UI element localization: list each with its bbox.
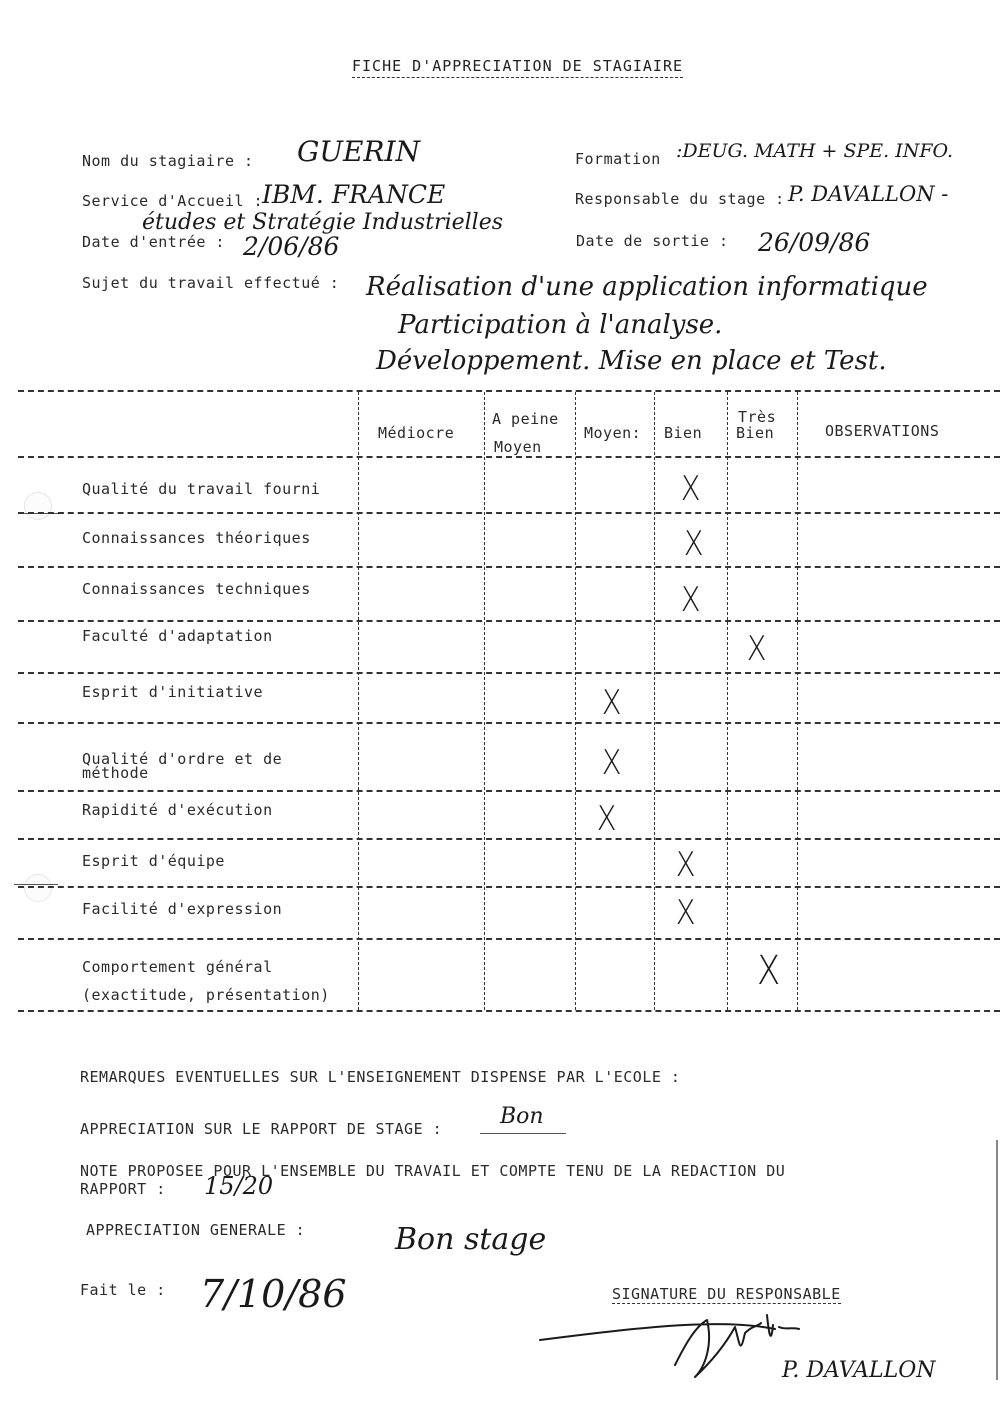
header-tresbien-1: Très	[738, 408, 777, 426]
entree-label: Date d'entrée :	[82, 233, 225, 251]
rating-mark: X	[683, 524, 704, 564]
service-value: IBM. FRANCE	[262, 180, 446, 209]
header-mediocre: Médiocre	[378, 424, 455, 442]
criterion-label: Esprit d'équipe	[82, 852, 225, 870]
rapport-value: Bon	[500, 1104, 544, 1129]
criterion-label-2: (exactitude, présentation)	[82, 986, 330, 1004]
rating-mark: X	[675, 893, 696, 933]
header-observations: OBSERVATIONS	[825, 422, 940, 440]
rating-mark: X	[680, 469, 701, 509]
criterion-label: Comportement général	[82, 958, 273, 976]
formation-label: Formation	[575, 150, 661, 168]
sujet-line-2: Participation à l'analyse.	[398, 310, 723, 340]
rating-mark: X	[601, 683, 622, 723]
rapport-underline	[480, 1133, 566, 1134]
responsable-value: P. DAVALLON -	[788, 182, 949, 206]
header-apeine-1: A peine	[492, 410, 559, 428]
remarques-label: REMARQUES EVENTUELLES SUR L'ENSEIGNEMENT DISPENSE PAR L'ECOLE :	[80, 1068, 681, 1086]
fait-label: Fait le :	[80, 1281, 166, 1299]
header-bien: Bien	[664, 424, 703, 442]
note-value: 15/20	[204, 1172, 274, 1200]
criterion-label-2: méthode	[82, 764, 149, 782]
note-label-2: RAPPORT :	[80, 1180, 166, 1198]
entree-value: 2/06/86	[243, 232, 340, 261]
rapport-label: APPRECIATION SUR LE RAPPORT DE STAGE :	[80, 1120, 443, 1138]
note-label-1: NOTE PROPOSEE POUR L'ENSEMBLE DU TRAVAIL ET COMPTE TENU DE LA REDACTION DU	[80, 1162, 786, 1180]
rating-mark: X	[675, 845, 696, 885]
hole-mark-bottom	[14, 884, 58, 885]
sujet-label: Sujet du travail effectué :	[82, 274, 340, 292]
signature-label: SIGNATURE DU RESPONSABLE	[612, 1285, 841, 1303]
binder-hole-top	[24, 492, 52, 520]
scan-edge	[996, 1140, 998, 1380]
criterion-label: Connaissances techniques	[82, 580, 311, 598]
sortie-value: 26/09/86	[758, 228, 871, 257]
binder-hole-bottom	[24, 874, 52, 902]
service-label: Service d'Accueil :	[82, 192, 264, 210]
generale-value: Bon stage	[395, 1222, 547, 1257]
criterion-label: Qualité d'ordre et de	[82, 750, 283, 768]
rating-mark: X	[757, 948, 781, 994]
criterion-label: Rapidité d'exécution	[82, 801, 273, 819]
rating-mark: X	[746, 629, 767, 669]
criterion-label: Faculté d'adaptation	[82, 627, 273, 645]
sortie-label: Date de sortie :	[576, 232, 729, 250]
criterion-label: Qualité du travail fourni	[82, 480, 321, 498]
service-value-2: études et Stratégie Industrielles	[142, 210, 504, 235]
rating-mark: X	[680, 580, 701, 620]
formation-value: :DEUG. MATH + SPE. INFO.	[676, 140, 954, 162]
header-apeine-2: Moyen	[494, 438, 542, 456]
fait-value: 7/10/86	[200, 1272, 347, 1316]
nom-value: GUERIN	[297, 135, 421, 168]
form-title: FICHE D'APPRECIATION DE STAGIAIRE	[352, 57, 683, 78]
nom-label: Nom du stagiaire :	[82, 152, 254, 170]
signature-name: P. DAVALLON	[782, 1358, 936, 1383]
responsable-label: Responsable du stage :	[575, 190, 785, 208]
sujet-line-3: Développement. Mise en place et Test.	[376, 346, 887, 376]
rating-mark: X	[596, 799, 617, 839]
header-tresbien-2: Bien	[736, 424, 775, 442]
criterion-label: Facilité d'expression	[82, 900, 283, 918]
sujet-line-1: Réalisation d'une application informatique	[366, 272, 928, 302]
criterion-label: Connaissances théoriques	[82, 529, 311, 547]
rating-mark: X	[601, 743, 622, 783]
header-moyen: Moyen:	[584, 424, 642, 442]
criterion-label: Esprit d'initiative	[82, 683, 264, 701]
generale-label: APPRECIATION GENERALE :	[86, 1221, 306, 1239]
